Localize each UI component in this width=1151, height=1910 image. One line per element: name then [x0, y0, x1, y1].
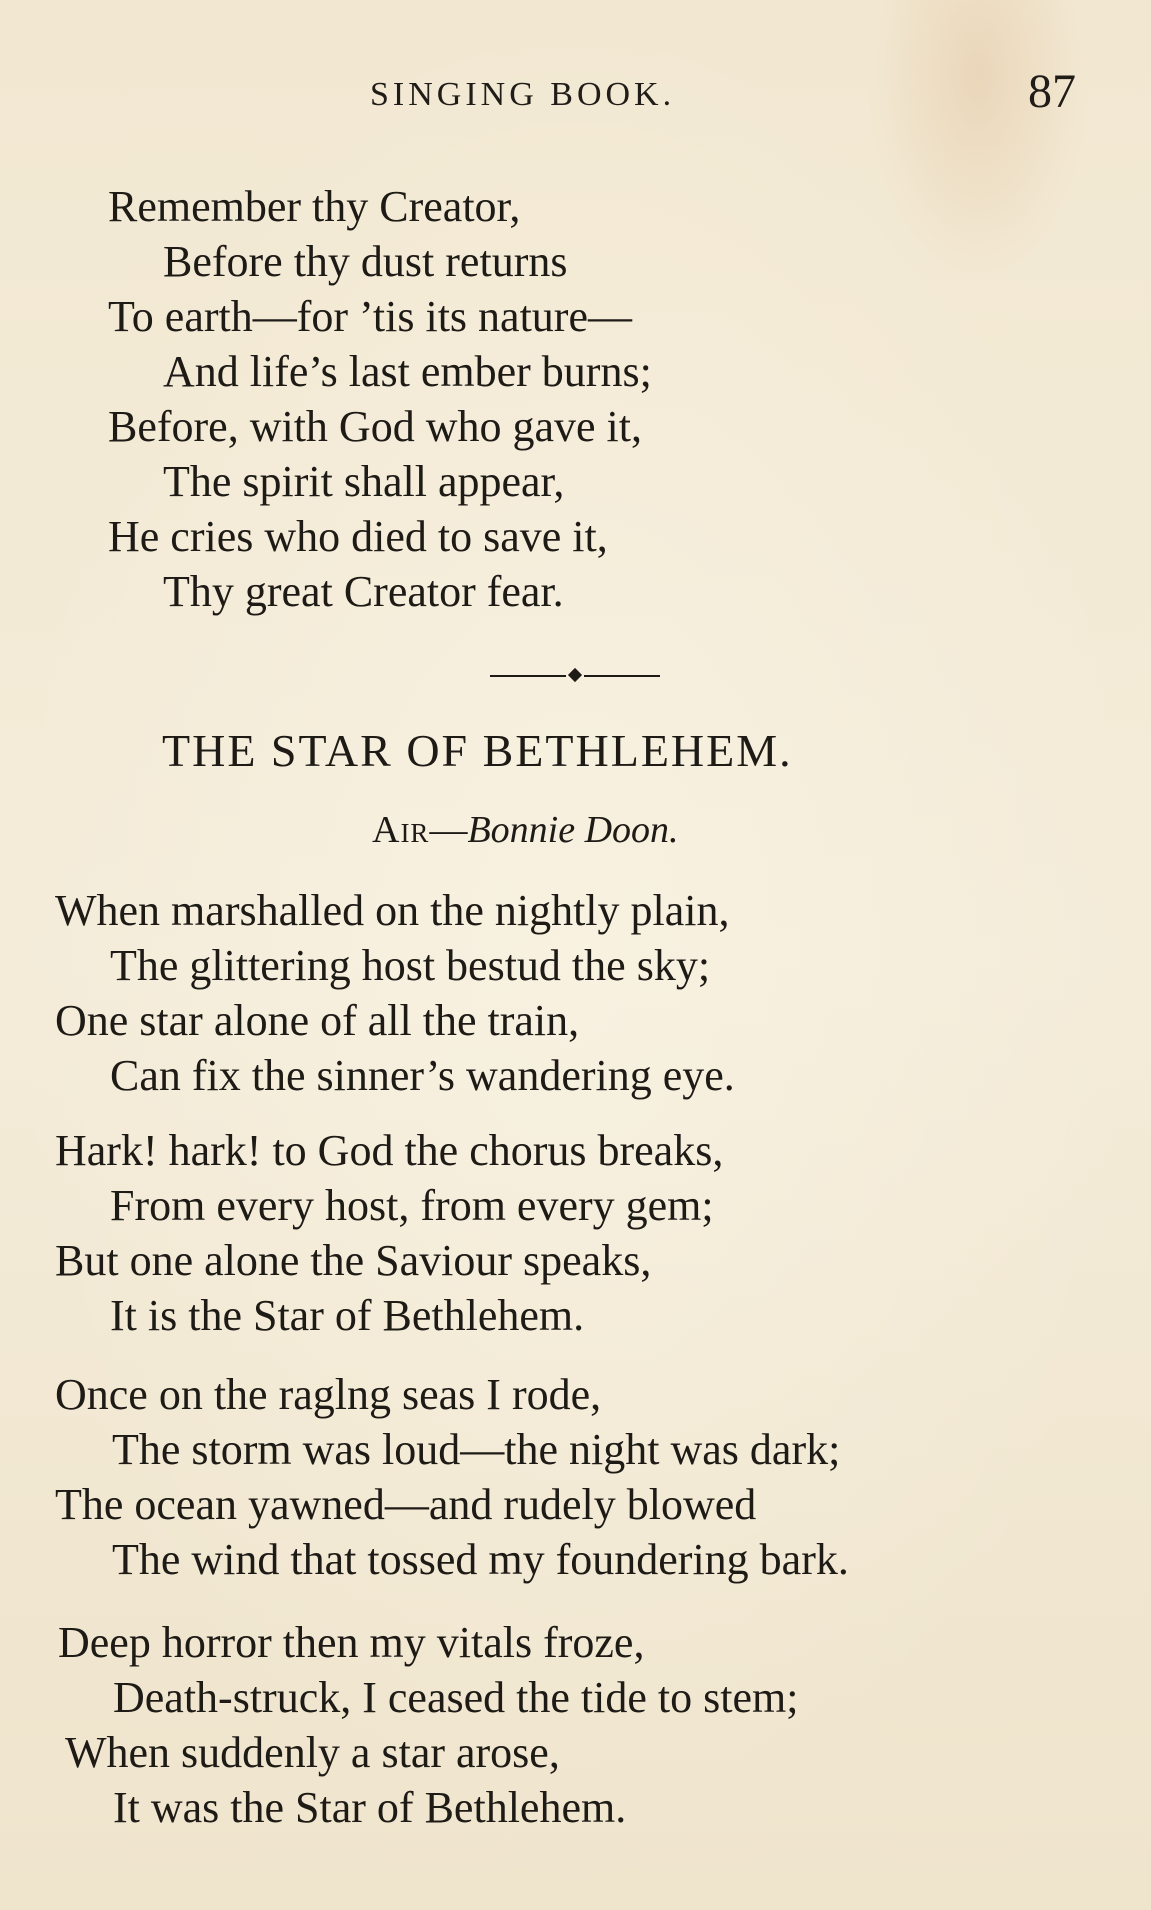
stanza-line: It was the Star of Bethlehem. [113, 1783, 627, 1832]
stanza-line: Deep horror then my vitals froze, [58, 1618, 645, 1667]
stanza-line: When marshalled on the nightly plain, [55, 886, 730, 935]
stanza-line: Death-struck, I ceased the tide to stem; [113, 1673, 799, 1722]
stanza-line: Once on the raglng seas I rode, [55, 1370, 602, 1419]
diamond-icon [568, 668, 582, 682]
poem-line: And life’s last ember burns; [163, 347, 652, 396]
poem-line: Remember thy Creator, [108, 182, 521, 231]
stanza-line: The ocean yawned—and rudely blowed [55, 1480, 757, 1529]
poem-line: He cries who died to save it, [108, 512, 608, 561]
page-number: 87 [1028, 65, 1076, 118]
stanza-line: The glittering host bestud the sky; [110, 941, 711, 990]
stanza-line: But one alone the Saviour speaks, [55, 1236, 652, 1285]
song-title: THE STAR OF BETHLEHEM. [162, 725, 793, 776]
poem-line: Before, with God who gave it, [108, 402, 642, 451]
stanza-line: When suddenly a star arose, [65, 1728, 560, 1777]
poem-line: Before thy dust returns [163, 237, 568, 286]
stanza-line: From every host, from every gem; [110, 1181, 714, 1230]
stanza-line: The storm was loud—the night was dark; [112, 1425, 841, 1474]
stanza-line: Can fix the sinner’s wandering eye. [110, 1051, 735, 1100]
stanza-line: Hark! hark! to God the chorus breaks, [55, 1126, 724, 1175]
section-divider-ornament [490, 666, 660, 686]
poem-line: Thy great Creator fear. [163, 567, 564, 616]
air-attribution [372, 808, 679, 852]
stanza-line: The wind that tossed my foundering bark. [112, 1535, 849, 1584]
air-separator: — [429, 809, 468, 851]
poem-line: To earth—for ’tis its nature— [108, 292, 632, 341]
stanza-line: It is the Star of Bethlehem. [110, 1291, 585, 1340]
air-tune-name: Bonnie Doon. [467, 809, 679, 851]
air-label: Air [372, 809, 430, 851]
poem-line: The spirit shall appear, [163, 457, 565, 506]
divider-rule [490, 675, 566, 677]
stanza-line: One star alone of all the train, [55, 996, 580, 1045]
divider-rule [584, 675, 660, 677]
running-head: SINGING BOOK. [370, 76, 676, 113]
